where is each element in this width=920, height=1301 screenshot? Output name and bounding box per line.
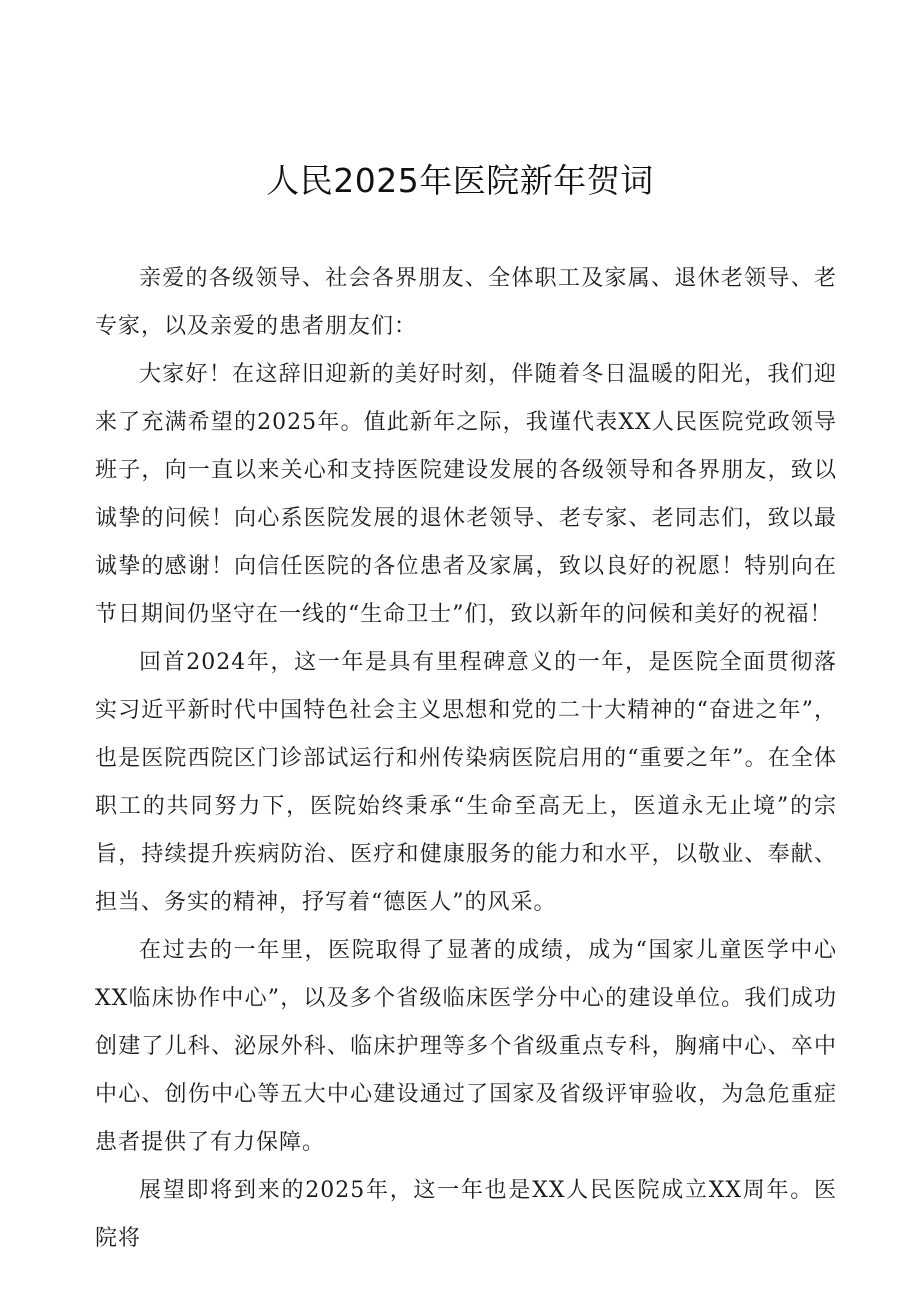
paragraph-greeting: 亲爱的各级领导、社会各界朋友、全体职工及家属、退休老领导、老专家，以及亲爱的患者朋友们：: [95, 266, 837, 339]
paragraph-achievements: 在过去的一年里，医院取得了显著的成绩，成为“国家儿童医学中心XX临床协作中心”，以及多个省级临床医学分中心的建设单位。我们成功创建了儿科、泌尿外科、临床护理等多个省级重点专科，胸痛中心、卒中中心、创伤中心等五大中心建设通过了国家及省级评审验收，为急危重症患者提供了有力保障。: [95, 938, 837, 1155]
paragraph-new-year-wishes: 大家好！在这辞旧迎新的美好时刻，伴随着冬日温暖的阳光，我们迎来了充满希望的2025年。值此新年之际，我谨代表XX人民医院党政领导班子，向一直以来关心和支持医院建设发展的各级领导和各界朋友，致以诚挚的问候！向心系医院发展的退休老领导、老专家、老同志们，致以最诚挚的感谢！向信任医院的各位患者及家属，致以良好的祝愿！特别向在节日期间仍坚守在一线的“生命卫士”们，致以新年的问候和美好的祝福！: [95, 362, 837, 627]
paragraph-review-2024: 回首2024年，这一年是具有里程碑意义的一年，是医院全面贯彻落实习近平新时代中国特色社会主义思想和党的二十大精神的“奋进之年”，也是医院西院区门诊部试运行和州传染病医院启用的“重要之年”。在全体职工的共同努力下，医院始终秉承“生命至高无上，医道永无止境”的宗旨，持续提升疾病防治、医疗和健康服务的能力和水平，以敬业、奉献、担当、务实的精神，抒写着“德医人”的风采。: [95, 650, 837, 915]
paragraph-outlook-2025: 展望即将到来的2025年，这一年也是XX人民医院成立XX周年。医院将: [95, 1178, 837, 1251]
document-title: 人民2025年医院新年贺词: [266, 161, 654, 200]
document-body: [95, 255, 837, 1263]
